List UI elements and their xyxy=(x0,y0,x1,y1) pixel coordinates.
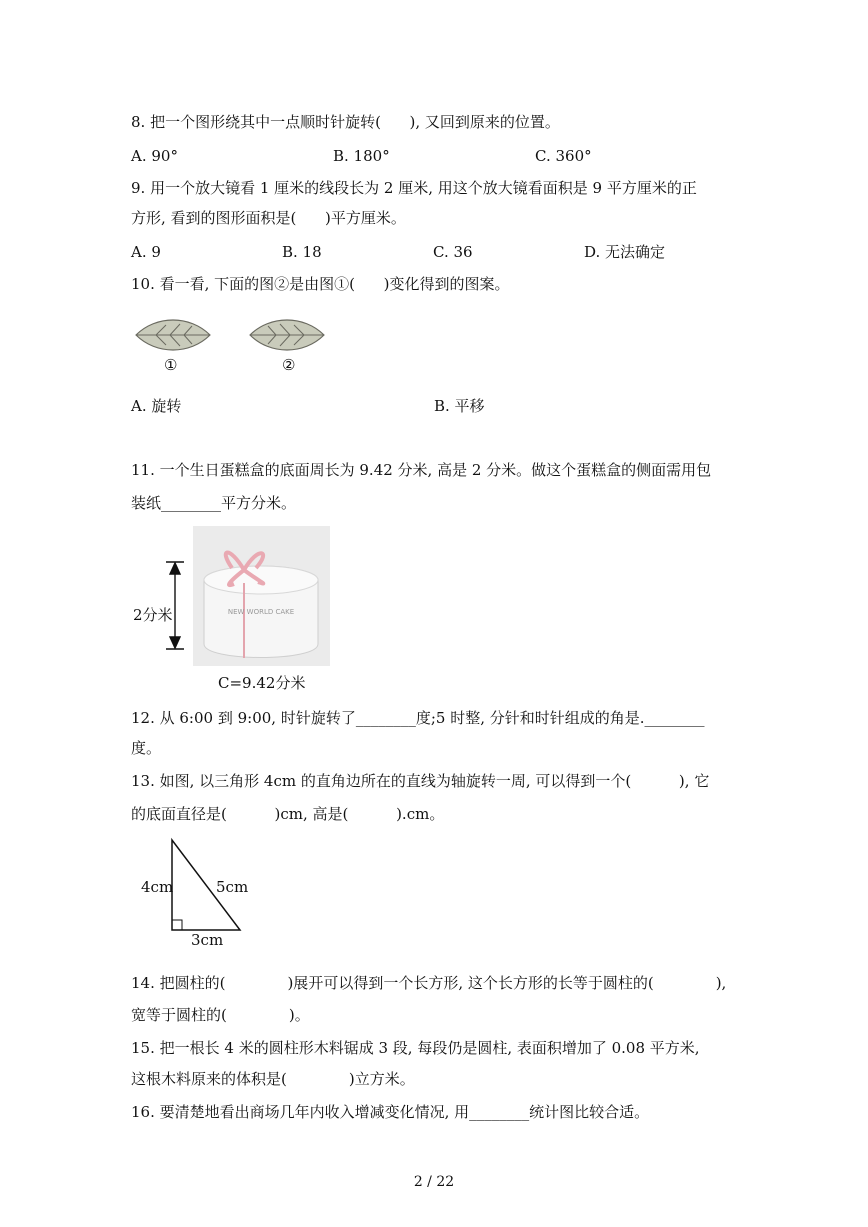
triangle-hyp-label: 5cm xyxy=(216,878,249,896)
q11-text-line1: 11. 一个生日蛋糕盒的底面周长为 9.42 分米, 高是 2 分米。做这个蛋糕盒的侧面需用包 xyxy=(131,461,712,479)
q12-text-line1: 12. 从 6:00 到 9:00, 时针旋转了________度;5 时整, 分针和时针组成的角是.________ xyxy=(131,709,705,727)
q8-option-c: C. 360° xyxy=(535,147,592,165)
q13-text-line1: 13. 如图, 以三角形 4cm 的直角边所在的直线为轴旋转一周, 可以得到一个( ), 它 xyxy=(131,772,710,790)
q9-text-line2: 方形, 看到的图形面积是( )平方厘米。 xyxy=(131,209,406,227)
q8-text: 8. 把一个图形绕其中一点顺时针旋转( ), 又回到原来的位置。 xyxy=(131,113,560,131)
q15-text-line1: 15. 把一根长 4 米的圆柱形木料锯成 3 段, 每段仍是圆柱, 表面积增加了 0.08 平方米, xyxy=(131,1039,700,1057)
cake-circumference-label: C=9.42分米 xyxy=(218,674,306,692)
box-brand-text: NEW WORLD CAKE xyxy=(227,608,295,616)
q13-text-line2: 的底面直径是( )cm, 高是( ).cm。 xyxy=(131,805,445,823)
leaf-2-icon xyxy=(250,320,324,350)
q8-option-a: A. 90° xyxy=(131,147,178,165)
leaf-1-label: ① xyxy=(164,356,178,374)
q9-text-line1: 9. 用一个放大镜看 1 厘米的线段长为 2 厘米, 用这个放大镜看面积是 9 平方厘米的正 xyxy=(131,179,697,197)
q9-option-c: C. 36 xyxy=(433,243,473,261)
q10-option-b: B. 平移 xyxy=(434,397,485,415)
leaf-1-icon xyxy=(136,320,210,350)
q9-option-b: B. 18 xyxy=(282,243,322,261)
triangle-left-label: 4cm xyxy=(141,878,174,896)
q11-text-line2: 装纸________平方分米。 xyxy=(131,494,297,512)
q10-option-a: A. 旋转 xyxy=(131,397,182,415)
q8-option-b: B. 180° xyxy=(333,147,390,165)
q14-text-line1: 14. 把圆柱的( )展开可以得到一个长方形, 这个长方形的长等于圆柱的( ), xyxy=(131,974,727,992)
cake-height-label: 2分米 xyxy=(133,606,173,624)
cake-box-figure xyxy=(160,526,335,671)
q9-option-d: D. 无法确定 xyxy=(584,243,666,261)
triangle-bottom-label: 3cm xyxy=(191,931,224,949)
leaf-2-label: ② xyxy=(282,356,296,374)
leaf-figure xyxy=(128,312,343,382)
q15-text-line2: 这根木料原来的体积是( )立方米。 xyxy=(131,1070,415,1088)
q10-text: 10. 看一看, 下面的图②是由图①( )变化得到的图案。 xyxy=(131,275,510,293)
q12-text-line2: 度。 xyxy=(131,739,162,757)
page-number: 2 / 22 xyxy=(413,1174,455,1190)
q9-option-a: A. 9 xyxy=(131,243,161,261)
q14-text-line2: 宽等于圆柱的( )。 xyxy=(131,1006,310,1024)
q16-text: 16. 要清楚地看出商场几年内收入增减变化情况, 用________统计图比较合适。 xyxy=(131,1103,650,1121)
